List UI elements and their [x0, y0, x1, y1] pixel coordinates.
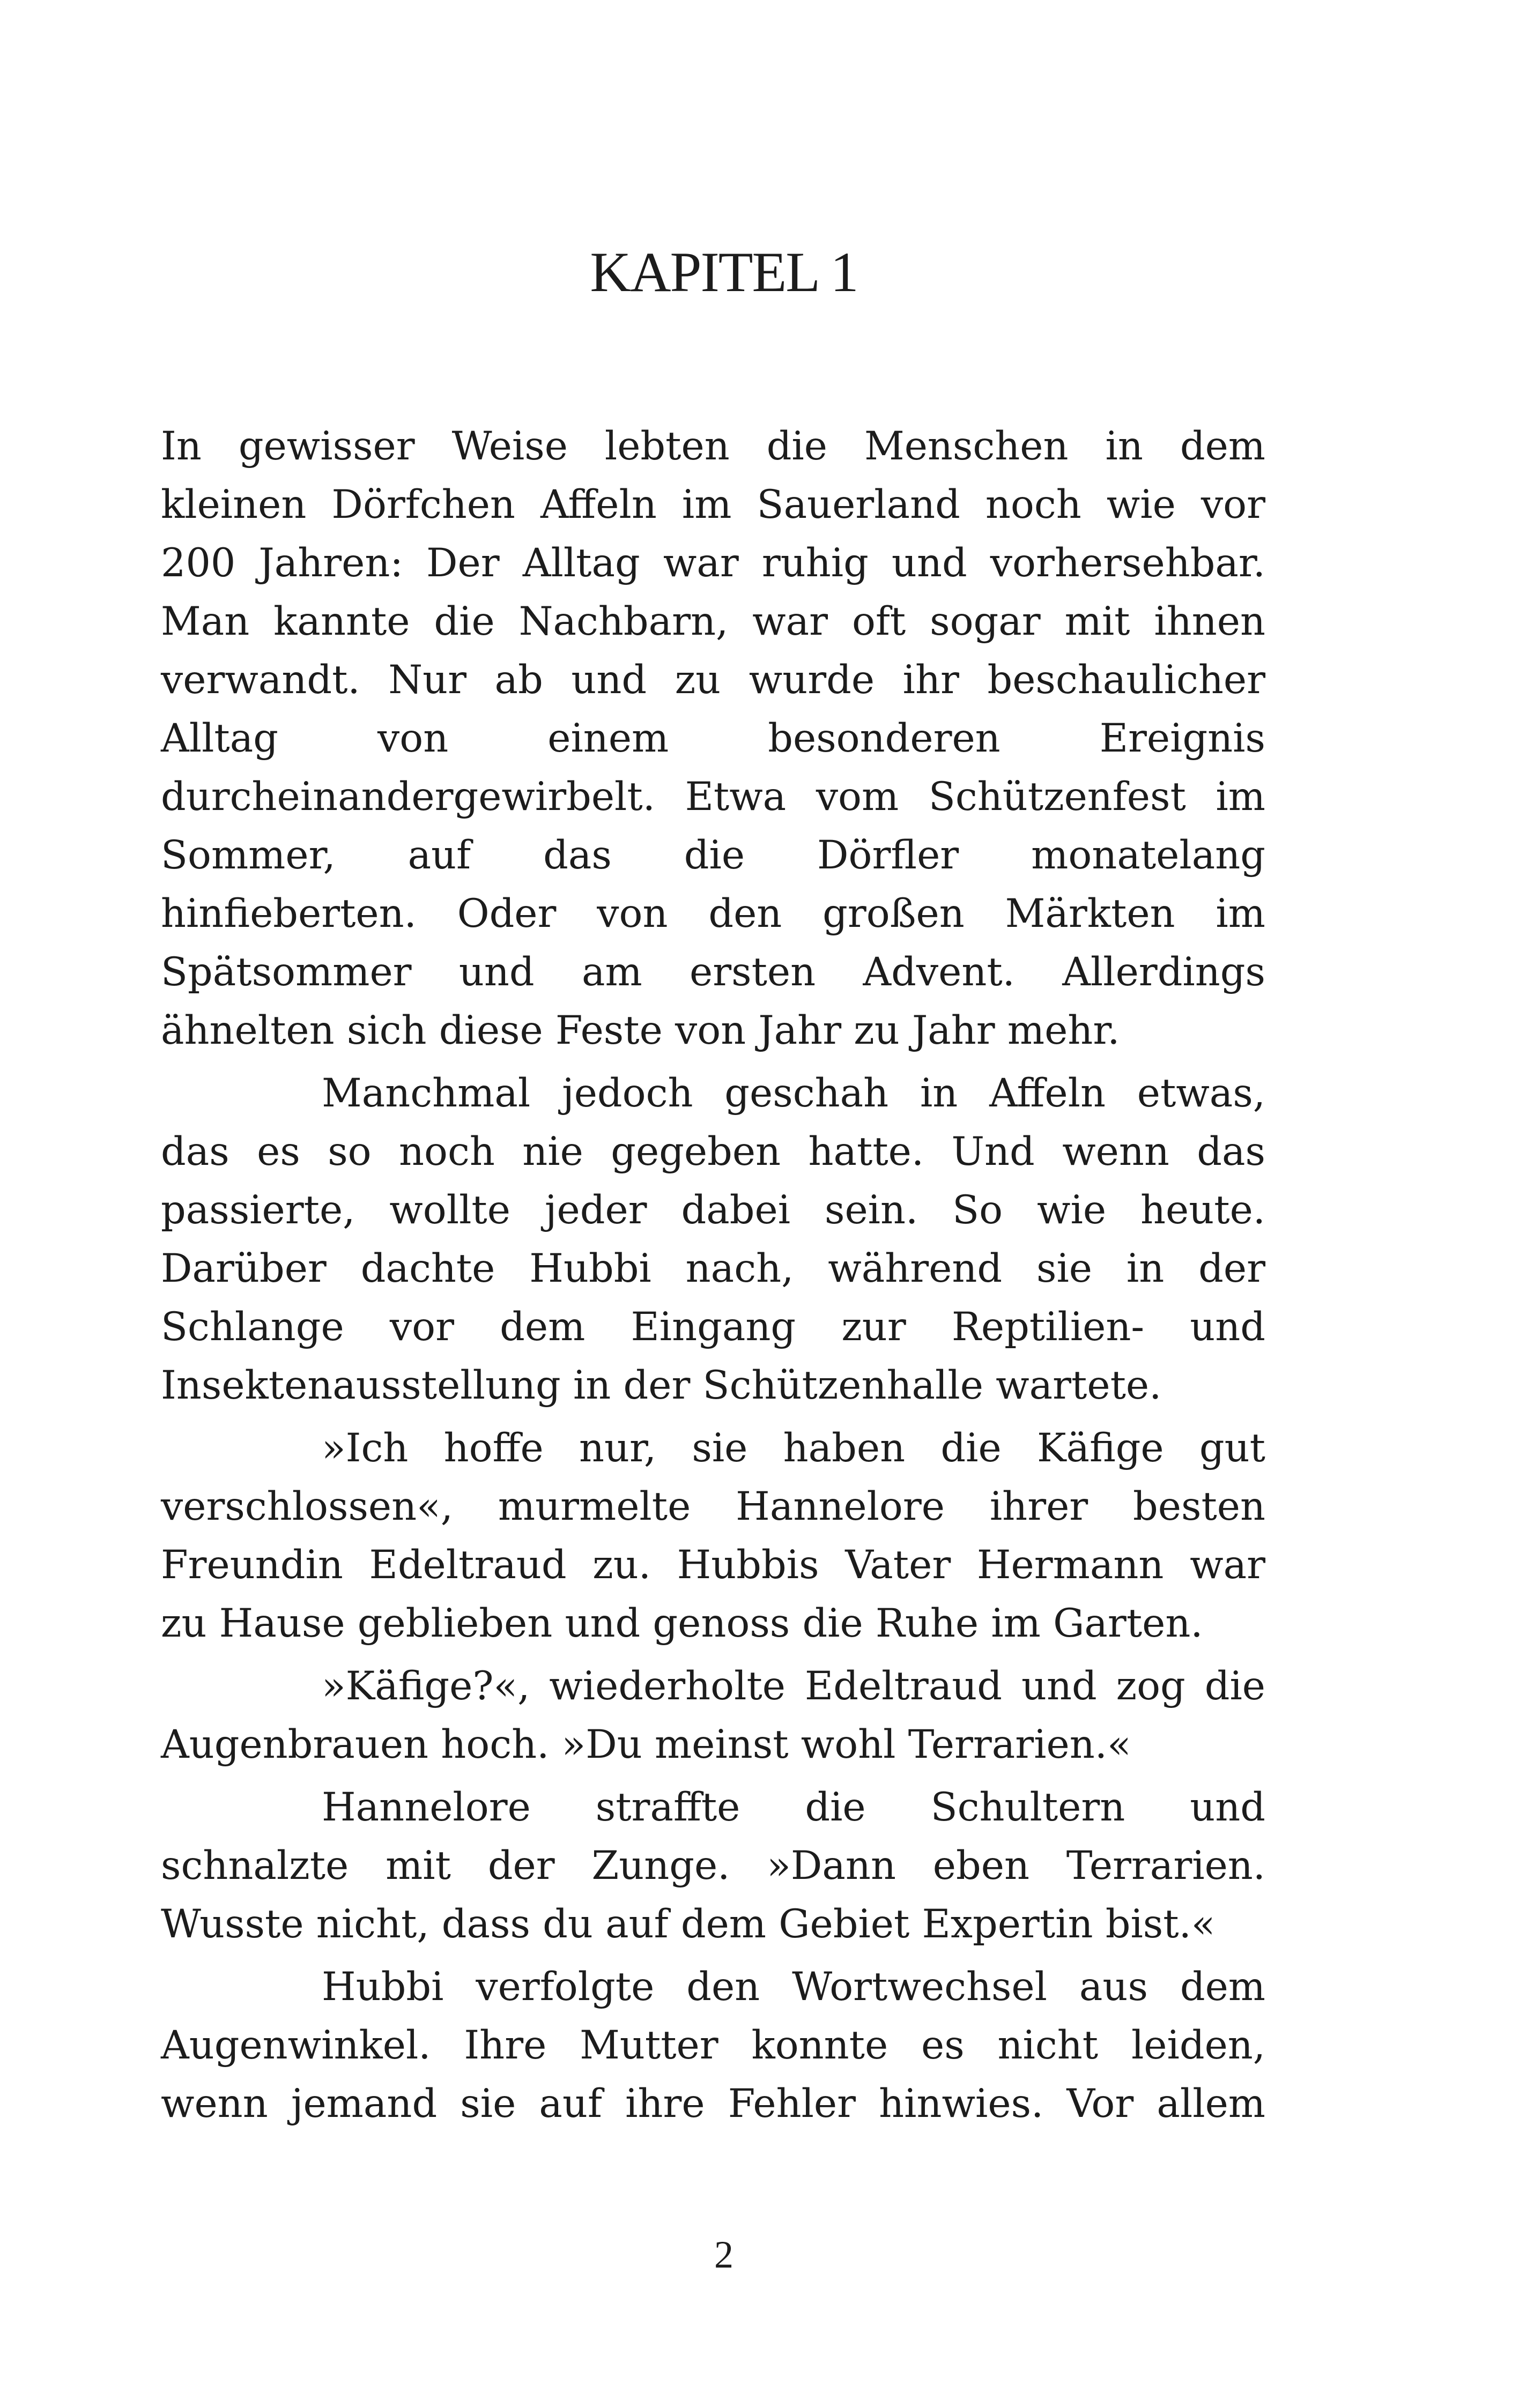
text-line: das es so noch nie gegeben hatte. Und wenn das: [161, 1129, 1265, 1175]
text-line: Insektenausstellung in der Schützenhalle wartete.: [161, 1363, 1162, 1408]
text-line: Freundin Edeltraud zu. Hubbis Vater Hermann war: [161, 1542, 1265, 1588]
text-line: verwandt. Nur ab und zu wurde ihr beschaulicher: [161, 657, 1265, 703]
paragraph-gap: [161, 1415, 1265, 1419]
text-line: Sommer, auf das die Dörfler monatelang: [161, 833, 1265, 878]
text-line: zu Hause geblieben und genoss die Ruhe im Garten.: [161, 1601, 1203, 1646]
text-line: Augenwinkel. Ihre Mutter konnte es nicht leiden,: [161, 2023, 1265, 2068]
text-line: Manchmal jedoch geschah in Affeln etwas,: [322, 1071, 1265, 1116]
text-line: durcheinandergewirbelt. Etwa vom Schützenfest im: [161, 774, 1265, 820]
paragraph: [161, 1958, 1265, 2133]
paragraph-gap: [161, 1774, 1265, 1778]
page-number: 2: [714, 2233, 733, 2276]
text-line: In gewisser Weise lebten die Menschen in dem: [161, 423, 1265, 469]
paragraph-gap: [161, 1653, 1265, 1657]
paragraph-gap: [161, 1953, 1265, 1958]
text-line: ähnelten sich diese Feste von Jahr zu Jahr mehr.: [161, 1008, 1120, 1053]
text-line: Hannelore straffte die Schultern und: [322, 1785, 1265, 1830]
text-line: Wusste nicht, dass du auf dem Gebiet Expertin bist.«: [161, 1901, 1216, 1947]
text-line: Spätsommer und am ersten Advent. Allerdings: [161, 949, 1265, 995]
text-line: passierte, wollte jeder dabei sein. So wie heute.: [161, 1187, 1265, 1233]
text-line: verschlossen«, murmelte Hannelore ihrer besten: [161, 1484, 1265, 1529]
paragraph: [161, 1419, 1265, 1653]
paragraph: [161, 417, 1265, 1060]
paragraph: [161, 1064, 1265, 1415]
text-line: kleinen Dörfchen Affeln im Sauerland noch wie vor: [161, 482, 1265, 527]
text-line: Darüber dachte Hubbi nach, während sie in der: [161, 1246, 1265, 1291]
chapter-text: [161, 417, 1265, 2133]
text-line: Schlange vor dem Eingang zur Reptilien- und: [161, 1304, 1265, 1350]
text-line: Augenbrauen hoch. »Du meinst wohl Terrarien.«: [161, 1722, 1131, 1767]
text-line: hinfieberten. Oder von den großen Märkten im: [161, 891, 1265, 937]
paragraph-gap: [161, 1060, 1265, 1064]
text-line: »Käfige?«, wiederholte Edeltraud und zog die: [322, 1663, 1265, 1709]
text-line: Alltag von einem besonderen Ereignis: [161, 716, 1265, 761]
paragraph: [161, 1657, 1265, 1774]
text-line: 200 Jahren: Der Alltag war ruhig und vorhersehbar.: [161, 540, 1265, 586]
text-line: Hubbi verfolgte den Wortwechsel aus dem: [322, 1964, 1265, 2010]
text-line: schnalzte mit der Zunge. »Dann eben Terrarien.: [161, 1843, 1265, 1889]
chapter-title: KAPITEL 1: [590, 241, 858, 303]
text-line: Man kannte die Nachbarn, war oft sogar mit ihnen: [161, 599, 1265, 644]
text-line: wenn jemand sie auf ihre Fehler hinwies. Vor allem: [161, 2081, 1265, 2127]
text-line: »Ich hoffe nur, sie haben die Käfige gut: [322, 1425, 1265, 1471]
paragraph: [161, 1778, 1265, 1953]
